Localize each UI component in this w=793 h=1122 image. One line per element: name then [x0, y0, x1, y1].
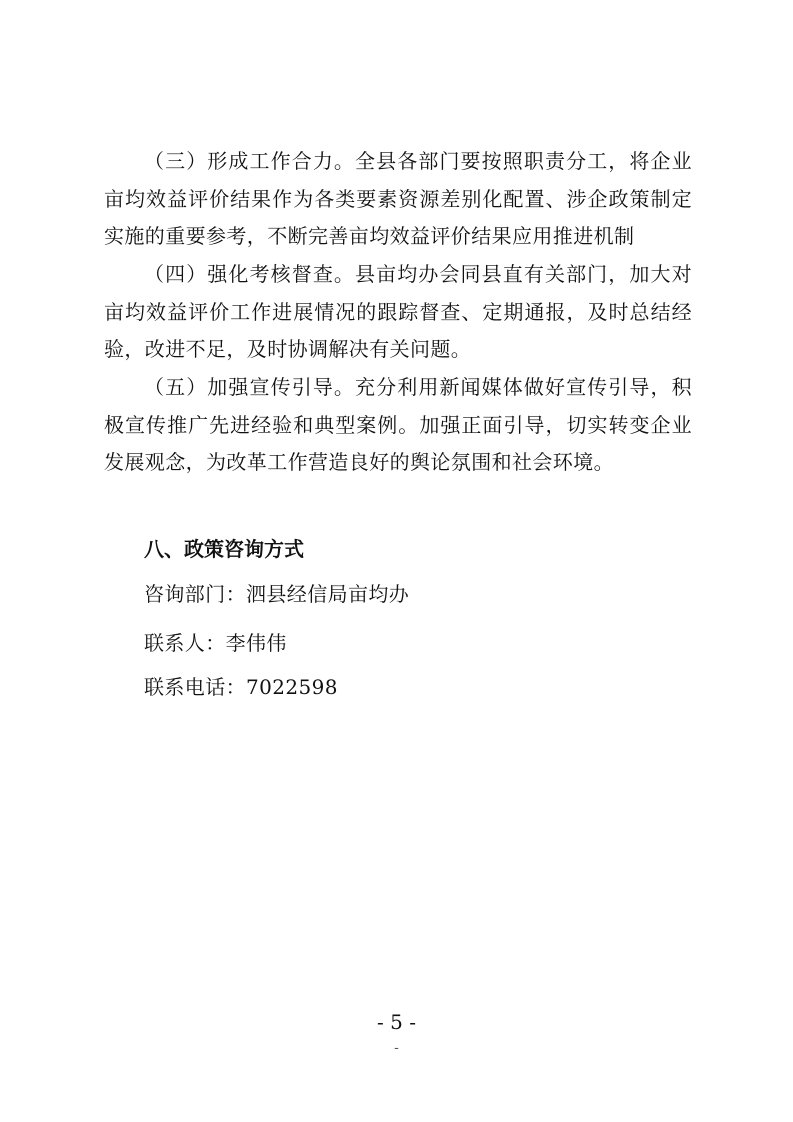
paragraph-form-work-synergy: （三）形成工作合力。全县各部门要按照职责分工，将企业亩均效益评价结果作为各类要素资源差别化配置、涉企政策制定实施的重要参考，不断完善亩均效益评价结果应用推进机制 [104, 149, 692, 248]
consultation-department: 咨询部门：泗县经信局亩均办 [144, 582, 410, 606]
footer-mark: - [394, 1040, 399, 1056]
page-number: - 5 - [377, 1010, 416, 1034]
contact-phone: 联系电话：7022598 [144, 675, 338, 699]
section-heading-policy-consultation: 八、政策咨询方式 [144, 537, 304, 561]
paragraph-publicity-guidance: （五）加强宣传引导。充分利用新闻媒体做好宣传引导，积极宣传推广先进经验和典型案例。加强正面引导，切实转变企业发展观念，为改革工作营造良好的舆论氛围和社会环境。 [104, 375, 692, 474]
contact-person: 联系人：李伟伟 [144, 631, 287, 655]
paragraph-strengthen-supervision: （四）强化考核督查。县亩均办会同县直有关部门，加大对亩均效益评价工作进展情况的跟踪督查、定期通报，及时总结经验，改进不足，及时协调解决有关问题。 [104, 262, 692, 361]
